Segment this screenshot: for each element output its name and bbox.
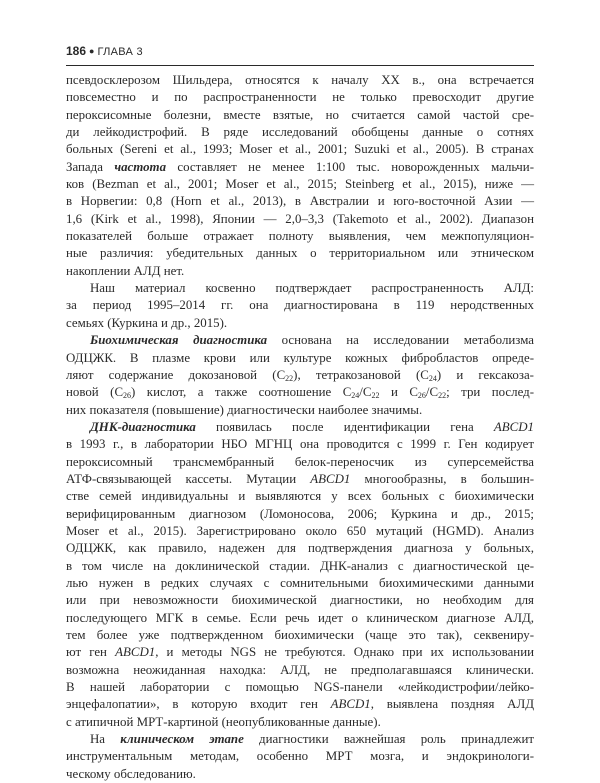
text-line: семьях (Куркина и др., 2015). [66,315,228,330]
text-line: Биохимическая диагностика основана на исследовании метаболизма [90,333,534,348]
text-line: На клиническом этапе диагностики важнейшая роль принадлежит [90,732,534,747]
text-line: за период 1995–2014 гг. она диагностирована в 119 неродственных [66,298,534,313]
body-text [66,72,534,783]
text-line: 1,6 (Kirk et al., 1998), Японии — 2,0–3,3 (Takemoto et al., 2002). Диапазон [66,211,534,226]
text-line: повсеместно и по распространенности не только превосходит другие [66,90,534,105]
text-line: последующего МГК в семье. Если речь идет о клиническом диагнозе АЛД, [66,610,534,625]
gene-name: ABCD1 [115,645,156,660]
gene-name: ABCD1 [310,471,351,486]
subscript: 22 [371,391,380,401]
text-line: новой $(С_{26})$ кислот, а также соотношение $С_{24}/С_{22}$ и $С_{26}/С_{22}$; три послед- [66,385,534,401]
text-line: накоплении АЛД нет. [66,263,185,278]
emphasis-term: Биохимическая диагностика [90,333,268,348]
subscript: 22 [285,373,294,383]
text-line: верифицированным диагнозом (Ломоносова, 2006; Куркина и др., 2015; [66,506,534,521]
text-line: показателей больше отражает полноту выявления, чем межпопуляцион- [66,229,534,244]
subscript: 26 [123,391,132,401]
bullet-separator: ● [89,46,95,56]
page-number: 186 [66,44,87,58]
text-line: ОДЦЖК, как правило, надежен для подтверждения диагноза у больных, [66,541,534,556]
subscript: 26 [417,391,426,401]
text-line: в Норвегии: 0,8 (Horn et al., 2013), в Австралии и юго-восточной Азии — [66,194,534,209]
emphasis-term: клиническом этапе [120,732,244,747]
text-line: с атипичной МРТ-картиной (неопубликованные данные). [66,714,381,729]
gene-name: ABCD1 [493,419,534,434]
chapter-label: ГЛАВА 3 [97,46,143,58]
text-line: Наш материал косвенно подтверждает распространенность АЛД: [90,281,534,296]
subscript: 22 [438,391,447,401]
text-line: ди лейкодистрофий. В ряде исследований обобщены данные о сотнях [66,125,534,140]
header-rule [66,65,534,66]
text-line: энцефалопатии», в которую входит ген ABCD1, выявлена поздняя АЛД [66,697,534,712]
text-line: тем более уже подтвержденном биохимически (чаще это так), секвениру- [66,628,534,642]
text-line: лью нужен в редких случаях с сомнительными биохимическими данными [66,575,534,590]
text-line: ДНК-диагностика появилась после идентификации гена ABCD1 [90,419,534,434]
subscript: 24 [351,391,360,401]
text-line: Запада частота составляет не менее 1:100 тыс. новорожденных мальчи- [66,159,534,174]
text-line: больных (Sereni et al., 1993; Moser et al., 2001; Suzuki et al., 2005). В странах [66,142,534,157]
text-line: пероксисомный трансмембранный белок-переносчик из суперсемейства [66,454,534,469]
text-line: инструментальным методам, особенно МРТ мозга, и эндокринологи- [66,749,534,764]
subscript: 24 [428,373,437,383]
text-line: пероксисомные болезни, вместе взятые, но считается самой частой сре- [66,107,534,122]
text-line: них показателя (повышение) диагностически наиболее значимы. [66,402,423,417]
text-line: ные различия: убедительных данных о территориальном или этническом [66,246,534,261]
text-line: псевдосклерозом Шильдера, относятся к началу XX в., она встречается [66,73,534,87]
text-line: в 1993 г., в лаборатории НБО МГНЦ она проводится с 1999 г. Ген кодирует [66,437,534,452]
text-line: ков (Bezman et al., 2001; Moser et al., 2015; Steinberg et al., 2015), ниже — [66,177,534,192]
text-line: Moser et al., 2015). Зарегистрировано около 650 мутаций (HGMD). Анализ [66,523,534,538]
text-line: АТФ-связывающей кассеты. Мутации ABCD1 многообразны, в большин- [66,471,535,486]
gene-name: ABCD1 [330,697,371,712]
running-header [66,44,143,58]
text-line: стве семей индивидуальны и выявляются у всех больных с биохимически [66,489,534,504]
emphasis-term: ДНК-диагностика [90,419,196,434]
text-line: или при невозможности биохимической диагностики, но необходим для [66,593,534,608]
text-line: ляют содержание докозановой $(С_{22})$, тетракозановой $(С_{24})$ и гексакоза- [66,367,534,383]
text-line: в том числе на доклинической стадии. ДНК-анализ с диагностической це- [66,558,534,573]
text-line: В нашей лаборатории с помощью NGS-панели «лейкодистрофии/лейко- [66,680,534,695]
emphasis-term: частота [114,159,167,174]
text-line: возможна неожиданная находка: АЛД, не предполагавшаяся клинически. [66,662,534,677]
text-line: ческому обследованию. [66,766,196,781]
text-line: ОДЦЖК. В плазме крови или культуре кожных фибробластов опреде- [66,350,534,365]
text-line: ют ген ABCD1, и методы NGS не требуются. Однако при их использовании [66,645,534,660]
